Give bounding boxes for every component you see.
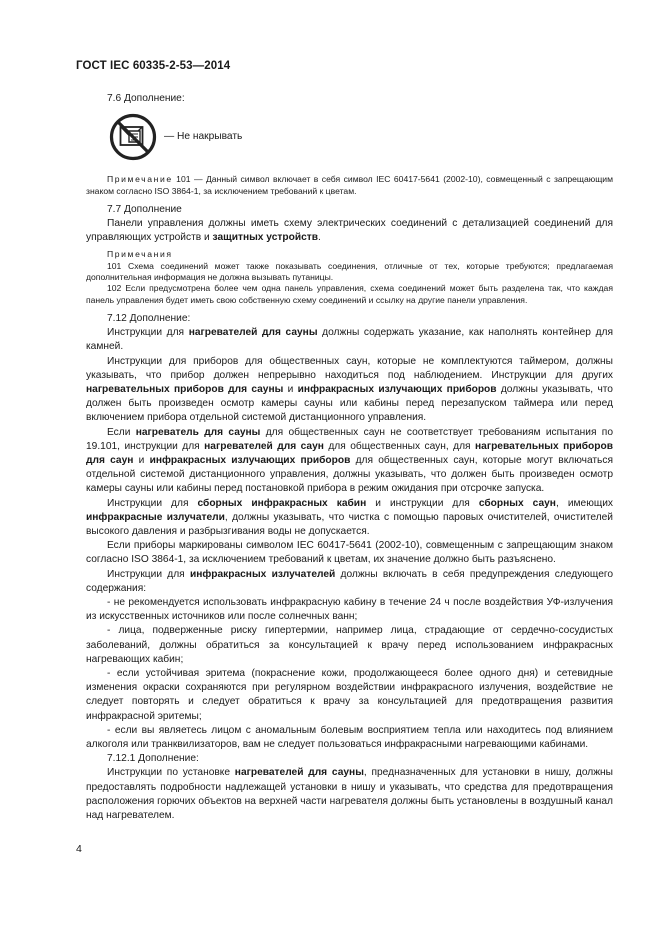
section-7-12-paragraph-1: Инструкции для нагревателей для сауны должны содержать указание, как наполнять контейнер для камней. xyxy=(86,327,613,353)
section-7-12-heading: 7.12 Дополнение: xyxy=(107,312,191,324)
note-101: 101 Схема соединений может также показывать соединения, отличные от тех, которые требуются; предлагаемая дополнительная информация не должна вызывать путаницы. xyxy=(86,260,613,282)
notes-heading: Примечания xyxy=(107,249,173,260)
section-7-12-paragraph-6: Инструкции для инфракрасных излучателей должны включать в себя предупреждения следующего содержания: xyxy=(86,568,614,594)
section-7-12-paragraph-3: Если нагреватель для сауны для общественных саун не соответствует требованиям испытания по 19.101, инструкции для нагревателей для саун для общественных саун, для нагревательных приборов для саун и инфракрасных излучающих приборов для общественных саун, которые могут включаться отдельной системой дистанционного управления, должны указывать, что должен быть произведен осмотр камеры сауны или кабины перед постановкой прибора в режим ожидания при отсрочке запуска. xyxy=(86,426,613,495)
section-7-12-1-paragraph: Инструкции по установке нагревателей для сауны, предназначенных для установки в нишу, должны предоставлять подробности надлежащей установки в нишу и указывать, что средства для предотвращения расположения горючих объектов на верхней части нагревателя должны быть установлены в воздушный канал над нагревателем. xyxy=(86,767,613,821)
no-cover-symbol-icon xyxy=(108,112,158,162)
page-content xyxy=(86,92,613,823)
section-7-12-paragraph-4: Инструкции для сборных инфракрасных кабин и инструкции для сборных саун, имеющих инфракрасные излучатели, должны указывать, что чистка с помощью паровых очистителей, очистителей высокого давления и разбрызгивания воды не допускается. xyxy=(86,497,613,537)
section-7-7-heading: 7.7 Дополнение xyxy=(107,203,182,215)
section-7-12-1-heading: 7.12.1 Дополнение: xyxy=(107,753,199,765)
page-number: 4 xyxy=(76,843,82,855)
no-cover-symbol-row xyxy=(108,112,613,162)
warning-item-1: - не рекомендуется использовать инфракрасную кабину в течение 24 ч после воздействия УФ-излучения из искусственных источников или после солнечных ванн; xyxy=(86,596,613,623)
section-7-6-heading: 7.6 Дополнение: xyxy=(107,93,185,104)
warning-item-4: - если вы являетесь лицом с аномальным болевым восприятием тепла или находитесь под влиянием алкоголя или транквилизаторов, вам не следует пользоваться инфракрасными нагревающими кабинами. xyxy=(86,724,613,750)
section-7-12-paragraph-2: Инструкции для приборов для общественных саун, которые не комплектуются таймером, должны указывать, что прибор должен непрерывно находиться под наблюдением. Инструкции для других нагревательных приборов для сауны и инфракрасных излучающих приборов должны указывать, что должен быть произведен осмотр камеры сауны или кабины перед перезапуском таймера или перед включением прибора отдельной системой дистанционного управления. xyxy=(86,355,613,424)
section-7-7-paragraph: Панели управления должны иметь схему электрических соединений с детализацией соединений для управляющих устройств и защитных устройств. xyxy=(86,218,613,244)
warning-item-2: - лица, подверженные риску гипертермии, например лица, страдающие от сердечно-сосудистых заболеваний, должны обратиться за консультацией к врачу перед использованием инфракрасных нагревающих кабин; xyxy=(86,625,613,665)
warning-item-3: - если устойчивая эритема (покраснение кожи, продолжающееся более одного дня) и сетевидные изменения окраски сохраняются при регулярном воздействии инфракрасного излучения, воздействие не следует повторять и следует обратиться к врачу за консультацией для предотвращения развития инфракрасной эритемы; xyxy=(86,667,613,722)
section-7-6-note: Примечание 101 — Данный символ включает в себя символ IEC 60417-5641 (2002-10), совмещенный с запрещающим знаком согласно ISO 3864-1, за исключением требований к цветам. xyxy=(86,174,613,196)
section-7-12-paragraph-5: Если приборы маркированы символом IEC 60417-5641 (2002-10), совмещенным с запрещающим знаком согласно ISO 3864-1, за исключением требований к цветам, их значение должно быть разъяснено. xyxy=(86,540,613,566)
standard-header: ГОСТ IEC 60335-2-53—2014 xyxy=(76,60,231,72)
no-cover-symbol-label: — Не накрывать xyxy=(164,131,243,143)
note-102: 102 Если предусмотрена более чем одна панель управления, схема соединений может быть разделена так, что каждая панель управления будет иметь свою собственную схему соединений и ссылку на другие панели управления. xyxy=(86,283,613,305)
